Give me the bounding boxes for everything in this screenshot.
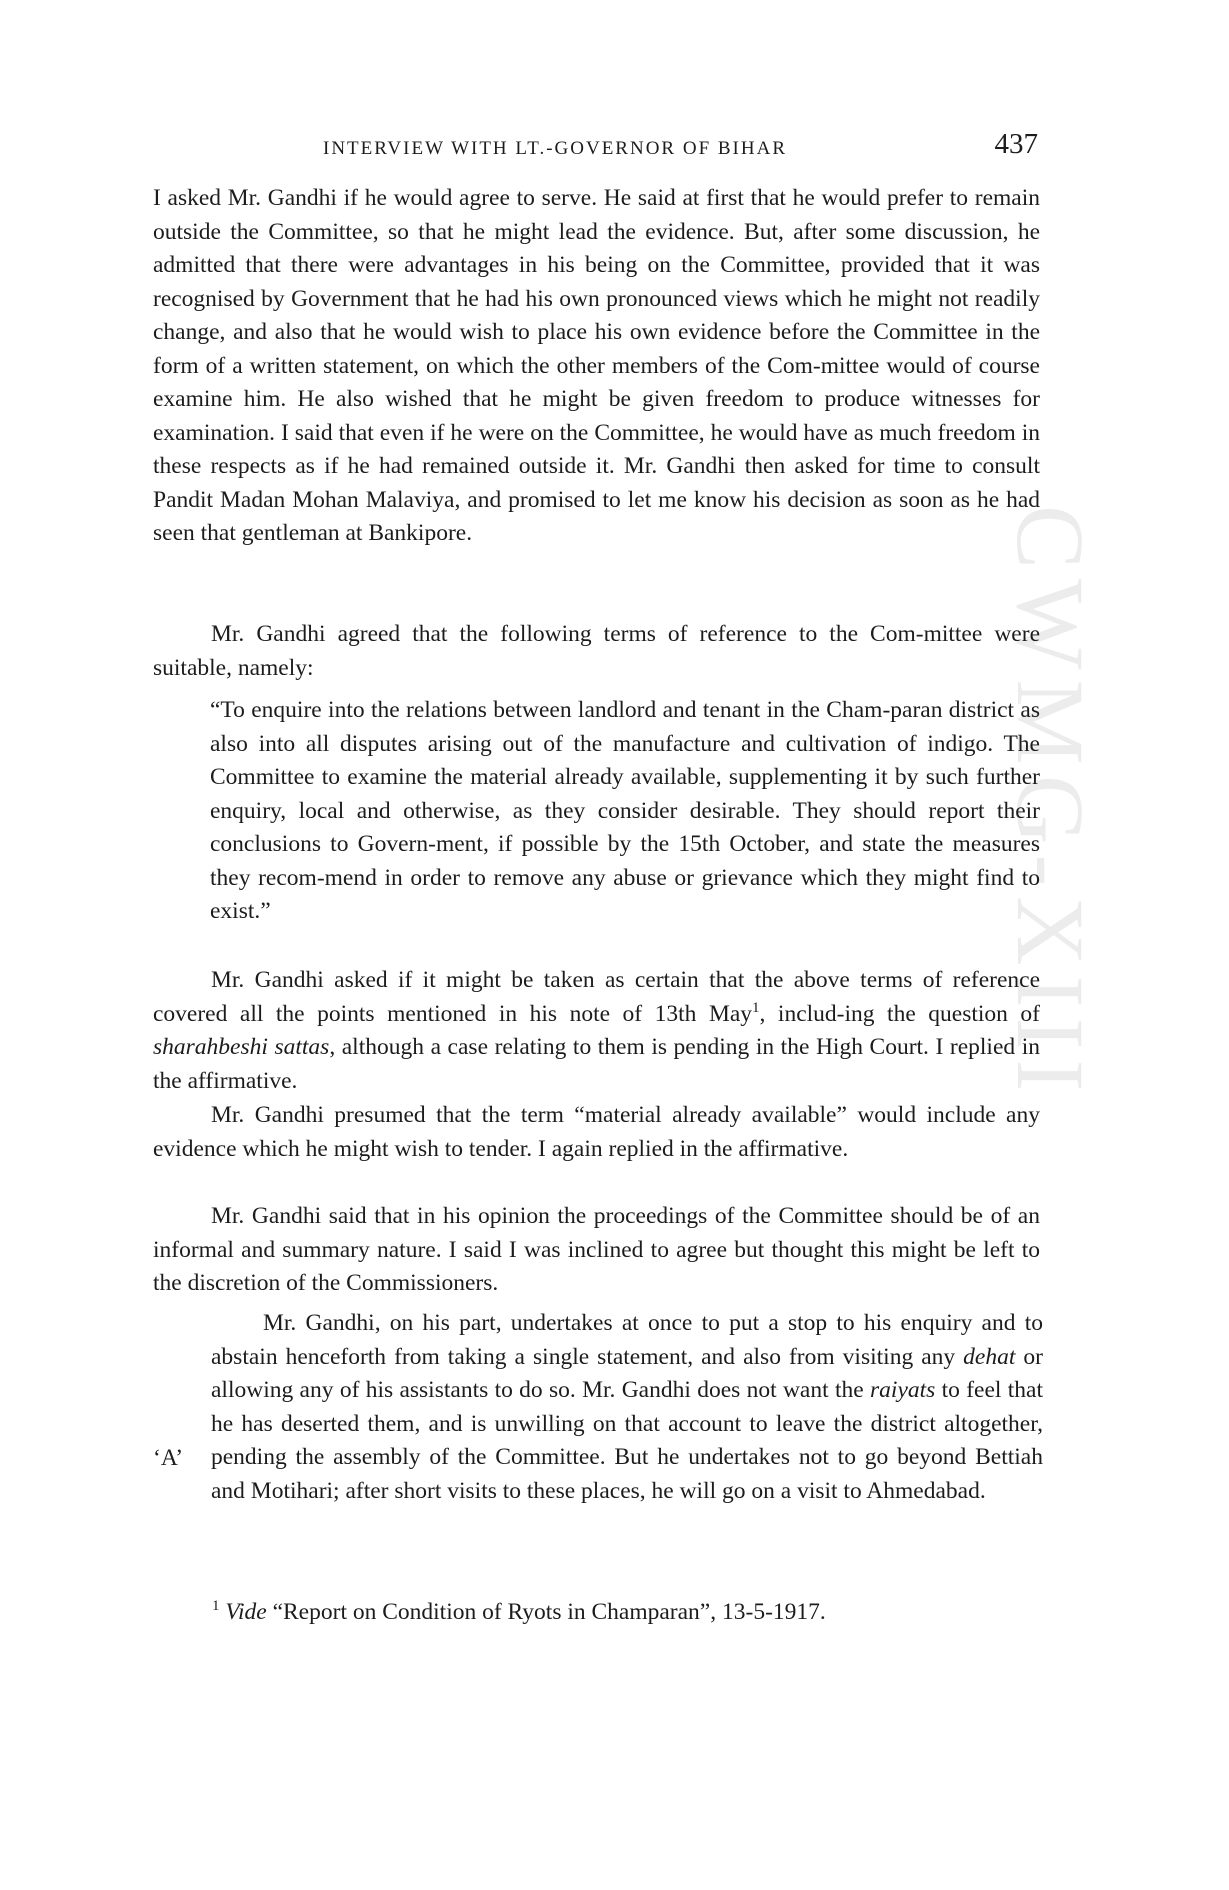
asked-text-1: Mr. Gandhi asked if it might be taken as certain that the above terms of reference covered all the points mentioned in his note of 13th May [153,967,1040,1027]
paragraph-terms-agreed: Mr. Gandhi agreed that the following terms of reference to the Com-mittee were suitable, namely: [153,621,1040,681]
term-raiyats: raiyats [870,1377,936,1403]
term-dehat: dehat [963,1343,1016,1370]
paragraph-intro: I asked Mr. Gandhi if he would agree to serve. He said at first that he would prefer to remain outside the Committee, so that he might lead the evidence. But, after some discussion, he admitted that there were advantages in his being on the Committee, provided that it was recognised by Government that he had his own pronounced views which he might not readily change, and also that he would wish to place his own evidence before the Committee in the form of a written statement, on which the other members of the Com-mittee would of course examine him. He also wished that he might be given freedom to produce witnesses for examination. I said that even if he were on the Committee, he would have as much freedom in these respects as if he had remained outside it. Mr. Gandhi then asked for time to consult Pandit Madan Mohan Malaviya, and promised to let me know his decision as soon as he had seen that gentleman at Bankipore. [153,185,1040,546]
running-head [153,128,1040,172]
terms-of-reference-quote: “To enquire into the relations between landlord and tenant in the Cham-paran district as also into all disputes arising out of the manufacture and cultivation of indigo. The Committee to examine the material already available, supplementing it by such further enquiry, local and otherwise, as they consider desirable. They should report their conclusions to Govern-ment, if possible by the 15th October, and state the measures they recom-mend in order to remove any abuse or grievance which they might find to exist.” [210,697,1040,924]
page-number: 437 [994,128,1038,160]
paragraph-informal-proceedings: Mr. Gandhi said that in his opinion the proceedings of the Committee should be of an informal and summary nature. I said I was inclined to agree but thought this might be left to the discretion of the Commissioners. [153,1203,1040,1296]
asked-text-2: , includ-ing the question of [759,1000,1041,1027]
annex-text-1: Mr. Gandhi, on his part, undertakes at once to put a stop to his enquiry and to abstain henceforth from taking a single statement, and also from visiting any [211,1310,1043,1370]
annex-text-3: to feel that he has deserted them, and is unwilling on that account to leave the district altogether, pending the assembly of the Committee. But he undertakes not to go beyond Bettiah and Motihari; after short visits to these places, he will go on a visit to Ahmedabad. [211,1377,1044,1504]
footnote-text: “Report on Condition of Ryots in Champaran”, 13-5-1917. [266,1599,826,1625]
annex-a-text [211,1307,1043,1508]
annex-text-2: or allowing any of his assistants to do so. Mr. Gandhi does not want the [211,1343,1043,1403]
footnote-number: 1 [212,1598,220,1615]
watermark-text: CWMG-XIII [997,505,1104,1102]
annex-a-block [211,1307,1043,1508]
paragraph-asked-certain [153,964,1040,1098]
footnote-vide: Vide [225,1599,267,1625]
annex-marker: ‘A’ [153,1445,184,1471]
term-sharahbeshi-sattas: sharahbeshi sattas [153,1034,330,1060]
running-title: INTERVIEW WITH LT.-GOVERNOR OF BIHAR [323,138,787,159]
paragraph-presumed: Mr. Gandhi presumed that the term “material already available” would include any evidence which he might wish to tender. I again replied in the affirmative. [153,1102,1040,1162]
asked-text-3: , although a case relating to them is pending in the High Court. I replied in the affirmative. [153,1034,1040,1094]
footnote-ref: 1 [752,999,760,1016]
footnote [212,1596,826,1630]
